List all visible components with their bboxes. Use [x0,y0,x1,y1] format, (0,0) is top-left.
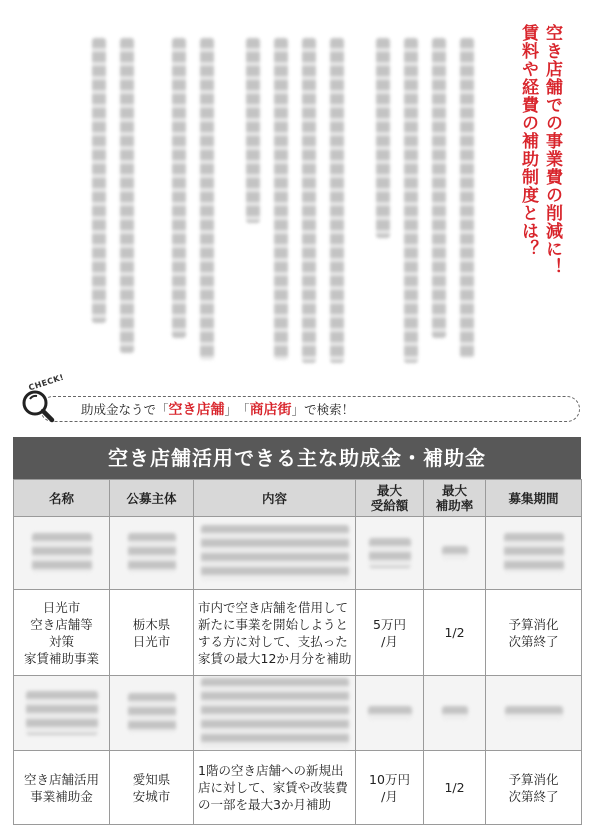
table-row-blurred [14,676,582,751]
article-heading [516,24,564,276]
cell-organizer-line: 安城市 [132,788,171,804]
blurred-cell [424,517,486,590]
heading-line-2: 賃料や経費の補助制度とは？ [518,24,538,258]
cell-amount-line: 10万円 [369,771,410,787]
magnifier-icon [20,388,56,424]
blurred-cell [424,676,486,751]
cell-period-line: 予算消化 [508,771,559,787]
blurred-cell [194,517,356,590]
bracket-open: 「 [156,402,169,417]
cell-organizer-line: 愛知県 [132,771,171,787]
cell-organizer [110,751,194,825]
cell-period-line: 次第終了 [508,788,559,804]
cell-max-rate: 1/2 [424,590,486,676]
header-max-amount [356,480,424,517]
cell-amount-line: 5万円 [373,616,406,632]
cell-period-line: 次第終了 [508,633,559,649]
cell-content: 市内で空き店舗を借用して新たに事業を開始しようとする方に対して、支払った家賃の最大12か月分を補助 [194,590,356,676]
blurred-text-column [120,38,134,353]
header-max-rate [424,480,486,517]
blurred-text-column [460,38,474,358]
check-search-hint [14,372,584,428]
table-row [14,590,582,676]
cell-organizer-line: 栃木県 [132,616,171,632]
blurred-text-column [376,38,390,238]
blurred-text-column [274,38,288,360]
bracket-close: 」 [224,402,238,417]
bracket-open: 「 [237,402,250,417]
cell-period-line: 予算消化 [508,616,559,632]
subsidy-table [13,479,582,825]
header-organizer: 公募主体 [110,480,194,517]
header-max-rate-line2: 補助率 [435,498,474,513]
blurred-cell [14,517,110,590]
keyword-akitenpo: 空き店舗 [168,402,225,418]
hint-prefix: 助成金なうで [81,402,157,417]
header-content: 内容 [194,480,356,517]
cell-max-rate: 1/2 [424,751,486,825]
bracket-close: 」 [291,402,305,417]
cell-organizer [110,590,194,676]
blurred-cell [486,676,582,751]
blurred-cell [194,676,356,751]
header-max-amount-line1: 最大 [376,483,402,498]
cell-name-line: 家賃補助事業 [23,650,99,666]
blurred-text-column [92,38,106,323]
table-row [14,751,582,825]
header-name: 名称 [14,480,110,517]
cell-period [486,590,582,676]
cell-amount-line: /月 [381,633,398,649]
blurred-cell [356,676,424,751]
blurred-text-column [432,38,446,338]
blurred-text-column [330,38,344,363]
blurred-cell [110,676,194,751]
search-hint-bar [40,396,580,422]
blurred-text-column [200,38,214,360]
cell-name [14,590,110,676]
cell-period [486,751,582,825]
blurred-text-column [246,38,260,223]
cell-name-line: 空き店舗等 [30,616,93,632]
blurred-text-column [302,38,316,363]
blurred-cell [110,517,194,590]
blurred-cell [14,676,110,751]
cell-max-amount [356,751,424,825]
table-row-blurred [14,517,582,590]
blurred-text-column [404,38,418,363]
cell-name-line: 空き店舗活用 [23,771,99,787]
check-badge: CHECK! [27,372,66,393]
header-period: 募集期間 [486,480,582,517]
blurred-cell [486,517,582,590]
table-header-row [14,480,582,517]
cell-name-line: 事業補助金 [30,788,93,804]
cell-name-line: 対策 [48,633,74,649]
heading-line-1: 空き店舗での事業費の削減に！ [542,24,562,276]
blurred-body-text [90,38,490,368]
cell-amount-line: /月 [381,788,398,804]
keyword-shotengai: 商店街 [249,402,292,418]
cell-organizer-line: 日光市 [132,633,171,649]
hint-suffix: で検索！ [304,402,355,417]
cell-max-amount [356,590,424,676]
cell-content: 1階の空き店舗への新規出店に対して、家賃や改装費の一部を最大3か月補助 [194,751,356,825]
subsidy-table-section [13,437,581,825]
cell-name-line: 日光市 [42,599,81,615]
blurred-text-column [172,38,186,338]
cell-name [14,751,110,825]
table-title: 空き店舗活用できる主な助成金・補助金 [13,437,581,479]
blurred-cell [356,517,424,590]
header-max-rate-line1: 最大 [441,483,467,498]
header-max-amount-line2: 受給額 [370,498,409,513]
